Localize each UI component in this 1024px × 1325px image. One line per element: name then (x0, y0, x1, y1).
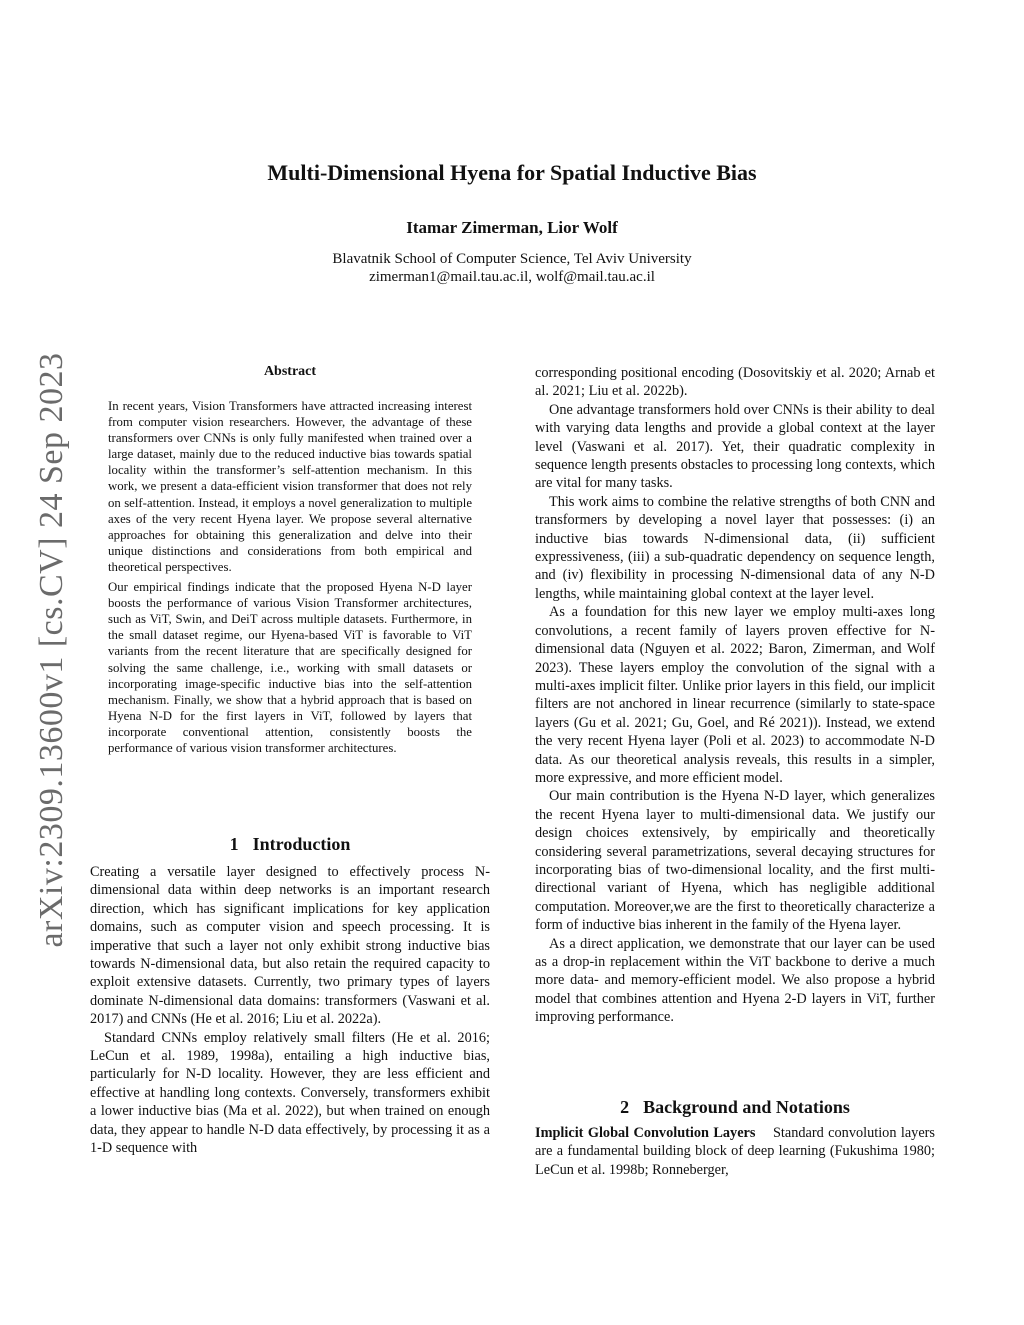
body-paragraph: One advantage transformers hold over CNNs is their ability to deal with varying data lengths and provide a global context at the layer level (Vaswani et al. 2017). Yet, their quadratic complexity in sequence length presents obstacles to processing long contexts, which are vital for many tasks. (535, 401, 935, 492)
arxiv-identifier: arXiv:2309.13600v1 [cs.CV] 24 Sep 2023 (33, 352, 70, 948)
section-number: 2 (620, 1097, 630, 1117)
section-title: Introduction (252, 834, 351, 854)
section-number: 1 (229, 834, 239, 854)
background-body (535, 1124, 935, 1179)
abstract-body (108, 398, 472, 760)
section-title: Background and Notations (643, 1097, 850, 1117)
abstract-heading: Abstract (263, 364, 317, 379)
body-paragraph: This work aims to combine the relative strengths of both CNN and transformers by developing a novel layer that possesses: (i) an inductive bias towards N-dimensional data, (ii) sufficient expressiveness, (iii) a sub-quadratic dependency on sequence length, and (iv) flexibility in processing N-dimensional data of any N-D lengths, while maintaining global context at the layer level. (535, 493, 935, 602)
introduction-body-right (535, 364, 935, 1027)
author-list: Itamar Zimerman, Lior Wolf (406, 218, 618, 237)
run-in-heading: Implicit Global Convolution Layers (535, 1125, 756, 1141)
body-paragraph: Standard CNNs employ relatively small filters (He et al. 2016; LeCun et al. 1989, 1998a), entailing a high inductive bias, particularly for N-D locality. However, they are less efficient and effective at handling long contexts. Conversely, transformers exhibit a lower inductive bias (Ma et al. 2022), but when trained on enough data, they appear to handle N-D data effectively, by processing it as a 1-D sequence with (90, 1029, 490, 1157)
run-in-text: Standard convolution layers are a fundamental building block of deep learning (Fukushima 1980; LeCun et al. 1998b; Ronneberger, (535, 1125, 935, 1178)
abstract-paragraph: Our empirical findings indicate that the proposed Hyena N-D layer boosts the performance of various Vision Transformer architectures, such as ViT, Swin, and DeiT across multiple datasets. Furthermore, in the small dataset regime, our Hyena-based ViT is favorable to ViT variants from the recent literature that are specifically designed for solving the same challenge, i.e., working with small datasets or incorporating image-specific inductive bias into the self-attention mechanism. Finally, we show that a hybrid approach that is based on Hyena N-D for the first layers in ViT, followed by layers that incorporate conventional attention, consistently boosts the performance of various vision transformer architectures. (108, 580, 472, 755)
body-paragraph: Creating a versatile layer designed to effectively process N-dimensional data within deep networks is an important research direction, which has significant implications for key application domains, such as computer vision and speech processing. It is imperative that such a layer not only exhibit strong inductive bias towards N-dimensional data, but also retain the required capacity to exploit extensive datasets. Currently, two primary types of layers dominate N-dimensional data domains: transformers (Vaswani et al. 2017) and CNNs (He et al. 2016; Liu et al. 2022a). (90, 864, 490, 1028)
body-paragraph: As a foundation for this new layer we employ multi-axes long convolutions, a recent family of layers proven effective for N-dimensional data (Nguyen et al. 2022; Baron, Zimerman, and Wolf 2023). These layers employ the convolution of the signal with a multi-axes implicit filter. Unlike prior layers in this field, our implicit filters are not anchored in linear recurrence (similarly to state-space layers (Gu et al. 2021; Gu, Goel, and Ré 2021)). Instead, we extend the very recent Hyena layer (Poli et al. 2023) to accommodate N-D data. As our theoretical analysis reveals, this results in a simpler, more expressive, and more efficient model. (535, 604, 935, 786)
body-paragraph: Our main contribution is the Hyena N-D layer, which generalizes the recent Hyena layer to multi-dimensional data. We justify our design choices extensively, by empirically and theoretically considering several parametrizations, several decaying structures for incorporating bias of two-dimensional locality, and the first multi-directional variant of Hyena, which has negligible additional computation. Moreover,we are the first to theoretically characterize a form of inductive bias inherent in the family of the Hyena layer. (535, 788, 935, 934)
introduction-body-left (90, 863, 490, 1158)
section-heading-introduction (90, 834, 490, 855)
section-heading-background (535, 1097, 935, 1118)
body-paragraph: corresponding positional encoding (Dosovitskiy et al. 2020; Arnab et al. 2021; Liu et al. 2022b). (535, 365, 935, 400)
paper-title: Multi-Dimensional Hyena for Spatial Inductive Bias (267, 160, 757, 185)
affiliation: Blavatnik School of Computer Science, Tel Aviv University (332, 251, 692, 267)
body-paragraph: As a direct application, we demonstrate that our layer can be used as a drop-in replacement within the ViT backbone to derive a much more data- and memory-efficient model. We also propose a hybrid model that combines attention and Hyena 2-D layers in ViT, further improving performance. (535, 935, 935, 1026)
body-paragraph (535, 1124, 935, 1179)
author-emails[interactable]: zimerman1@mail.tau.ac.il, wolf@mail.tau.ac.il (369, 269, 655, 285)
affiliation-block (0, 250, 1024, 286)
abstract-paragraph: In recent years, Vision Transformers have attracted increasing interest from computer vision researchers. However, the advantage of these transformers over CNNs is only fully manifested when trained over a large dataset, mainly due to the reduced inductive bias towards spatial locality within the transformer’s self-attention mechanism. In this work, we present a data-efficient vision transformer that does not rely on self-attention. Instead, it employs a novel generalization to multiple axes of the very recent Hyena layer. We propose several alternative approaches for obtaining this generalization and delve into their unique distinctions and considerations from both empirical and theoretical perspectives. (108, 399, 472, 574)
